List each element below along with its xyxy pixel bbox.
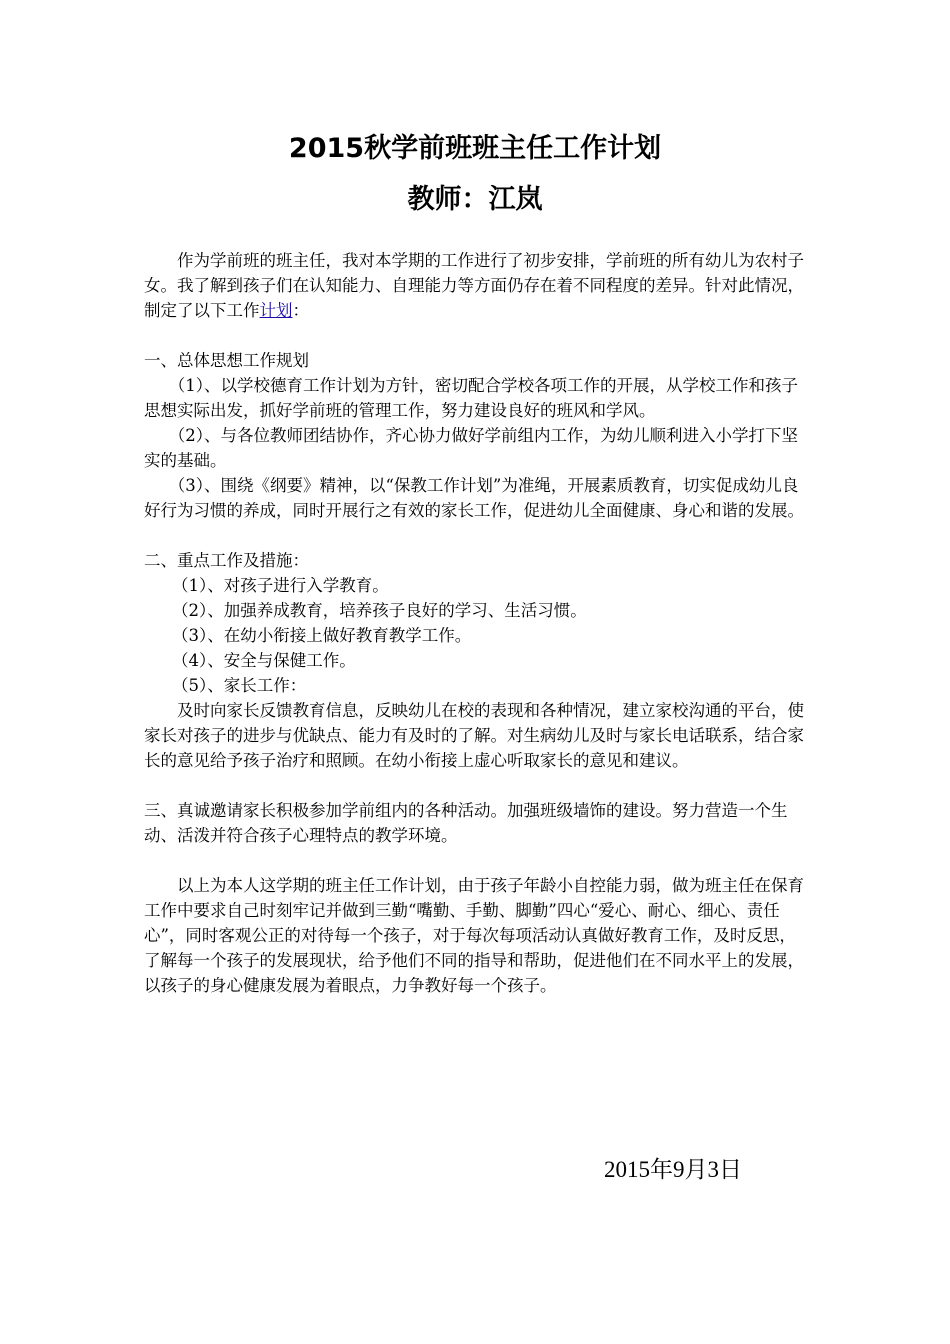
document-title: 2015秋学前班班主任工作计划 [288, 133, 662, 164]
section3-paragraph: 三、真诚邀请家长积极参加学前组内的各种活动。加强班级墙饰的建设。努力营造一个生动、活泼并符合孩子心理特点的教学环境。 [144, 801, 788, 845]
section2-item-3: （3）、在幼小衔接上做好教育教学工作。 [172, 626, 472, 645]
blank-line [144, 848, 809, 873]
section2-detail: 及时向家长反馈教育信息，反映幼儿在校的表现和各种情况，建立家校沟通的平台，使家长对孩子的进步与优缺点、能力有及时的了解。对生病幼儿及时与家长电话联系，结合家长的意见给予孩子治疗和照顾。在幼小衔接上虚心听取家长的意见和建议。 [144, 701, 804, 770]
section2-item-1: （1）、对孩子进行入学教育。 [172, 576, 389, 595]
section2-item-5: （5）、家长工作： [172, 676, 307, 695]
intro-end: ： [292, 301, 309, 320]
blank-line [144, 323, 809, 348]
document-body [144, 248, 809, 998]
section2-heading: 二、重点工作及措施： [144, 551, 309, 570]
conclusion-paragraph: 以上为本人这学期的班主任工作计划，由于孩子年龄小自控能力弱，做为班主任在保育工作中要求自己时刻牢记并做到三勤“嘴勤、手勤、脚勤”四心“爱心、耐心、细心、责任心”，同时客观公正的对待每一个孩子，对于每次每项活动认真做好教育工作，及时反思，了解每一个孩子的发展现状，给予他们不同的指导和帮助，促进他们在不同水平上的发展，以孩子的身心健康发展为着眼点，力争教好每一个孩子。 [144, 876, 804, 995]
plan-link[interactable]: 计划 [259, 301, 293, 320]
document-date: 2015年9月3日 [604, 1157, 742, 1182]
section2-item-4: （4）、安全与保健工作。 [172, 651, 356, 670]
section1-heading: 一、总体思想工作规划 [144, 351, 309, 370]
section2-item-2: （2）、加强养成教育，培养孩子良好的学习、生活习惯。 [172, 601, 587, 620]
blank-line [144, 523, 809, 548]
intro-paragraph [144, 248, 809, 323]
section1-item-2: （2）、与各位教师团结协作，齐心协力做好学前组内工作，为幼儿顺利进入小学打下坚实的基础。 [144, 426, 798, 470]
blank-line [144, 773, 809, 798]
document-subtitle: 教师：江岚 [407, 184, 543, 215]
section1-item-3: （3）、围绕《纲要》精神，以“保教工作计划”为准绳，开展素质教育，切实促成幼儿良好行为习惯的养成，同时开展行之有效的家长工作，促进幼儿全面健康、身心和谐的发展。 [144, 476, 804, 520]
section1-item-1: （1）、以学校德育工作计划为方针，密切配合学校各项工作的开展，从学校工作和孩子思想实际出发，抓好学前班的管理工作，努力建设良好的班风和学风。 [144, 376, 798, 420]
intro-text: 作为学前班的班主任，我对本学期的工作进行了初步安排，学前班的所有幼儿为农村子女。我了解到孩子们在认知能力、自理能力等方面仍存在着不同程度的差异。针对此情况，制定了以下工作 [144, 251, 804, 320]
